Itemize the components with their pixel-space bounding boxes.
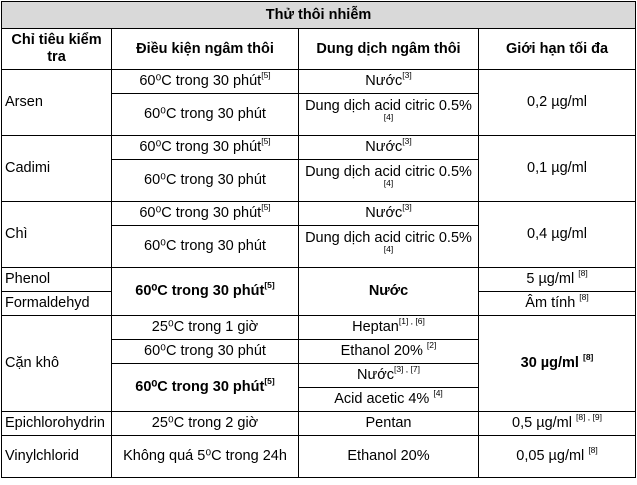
table-title-row	[2, 2, 636, 29]
condition-cell: 60⁰C trong 30 phút	[112, 160, 299, 202]
table-row	[2, 436, 636, 478]
reference: [8]	[579, 292, 589, 303]
limit-text: Âm tính	[525, 295, 576, 311]
reference: [8]	[588, 445, 598, 456]
criteria-cell: Vinylchlorid	[2, 436, 112, 478]
header-row	[2, 29, 636, 70]
solution-cell	[299, 388, 479, 412]
limit-cell	[479, 268, 636, 292]
solution-cell	[299, 340, 479, 364]
condition-cell: 60⁰C trong 30 phút	[112, 340, 299, 364]
solution-text: Dung dịch acid citric 0.5%	[305, 163, 472, 180]
reference: [5]	[261, 70, 271, 81]
solution-cell	[299, 160, 479, 202]
limit-text: 0,05 µg/ml	[516, 448, 585, 464]
header-limit: Giới hạn tối đa	[479, 29, 636, 70]
condition-text: 60⁰C trong 30 phút	[139, 139, 262, 155]
condition-cell	[112, 268, 299, 316]
reference: [8] , [9]	[576, 412, 602, 423]
limit-cell: 0,4 µg/ml	[479, 202, 636, 268]
condition-cell	[112, 136, 299, 160]
table-row	[2, 412, 636, 436]
limit-cell	[479, 412, 636, 436]
solution-cell	[299, 316, 479, 340]
condition-cell	[112, 70, 299, 94]
limit-cell	[479, 436, 636, 478]
solution-cell	[299, 136, 479, 160]
limit-cell	[479, 292, 636, 316]
solution-text: Nước	[365, 205, 403, 221]
condition-cell	[112, 202, 299, 226]
limit-text: 5 µg/ml	[526, 271, 575, 287]
reference: [5]	[264, 280, 275, 291]
table-row	[2, 136, 636, 160]
condition-cell: 25⁰C trong 2 giờ	[112, 412, 299, 436]
solution-text: Acid acetic 4%	[334, 391, 430, 407]
reference: [4]	[383, 243, 394, 254]
solution-text: Nước	[357, 367, 394, 383]
solution-cell	[299, 202, 479, 226]
solution-text: Heptan	[352, 319, 399, 335]
solution-text: Nước	[365, 73, 403, 89]
table-row	[2, 202, 636, 226]
solution-cell	[299, 226, 479, 268]
limit-cell: 0,2 µg/ml	[479, 70, 636, 136]
criteria-cell: Formaldehyd	[2, 292, 112, 316]
reference: [8]	[583, 352, 594, 363]
solution-text: Ethanol 20%	[340, 343, 423, 359]
reference: [3]	[402, 70, 412, 81]
reference: [3]	[402, 202, 412, 213]
reference: [3] , [7]	[393, 364, 420, 375]
solution-text: Dung dịch acid citric 0.5%	[305, 229, 472, 246]
criteria-cell: Cặn khô	[2, 316, 112, 412]
reference: [5]	[261, 136, 271, 147]
table-title: Thử thôi nhiễm	[2, 2, 636, 29]
solution-cell: Ethanol 20%	[299, 436, 479, 478]
solution-cell: Nước	[299, 268, 479, 316]
table-row	[2, 268, 636, 292]
reference: [1] , [6]	[398, 316, 425, 327]
condition-text: 60⁰C trong 30 phút	[139, 73, 262, 89]
condition-cell: 25⁰C trong 1 giờ	[112, 316, 299, 340]
criteria-cell: Arsen	[2, 70, 112, 136]
limit-cell: 0,1 µg/ml	[479, 136, 636, 202]
table-row	[2, 316, 636, 340]
limit-cell	[479, 316, 636, 412]
reference: [4]	[383, 177, 394, 188]
solution-cell	[299, 94, 479, 136]
criteria-cell: Epichlorohydrin	[2, 412, 112, 436]
reference: [8]	[578, 268, 588, 279]
condition-cell: Không quá 5⁰C trong 24h	[112, 436, 299, 478]
condition-cell	[112, 364, 299, 412]
reference: [4]	[433, 388, 443, 399]
condition-cell: 60⁰C trong 30 phút	[112, 94, 299, 136]
solution-cell	[299, 70, 479, 94]
criteria-cell: Chì	[2, 202, 112, 268]
table-row	[2, 70, 636, 94]
reference: [5]	[264, 376, 275, 387]
solution-cell: Pentan	[299, 412, 479, 436]
condition-text: 60⁰C trong 30 phút	[135, 379, 265, 395]
header-solution: Dung dịch ngâm thôi	[299, 29, 479, 70]
reference: [4]	[383, 111, 394, 122]
reference: [2]	[426, 340, 437, 351]
limit-text: 0,5 µg/ml	[512, 415, 572, 431]
reference: [5]	[261, 202, 271, 213]
header-condition: Điều kiện ngâm thôi	[112, 29, 299, 70]
header-criteria: Chỉ tiêu kiểm tra	[2, 29, 112, 70]
criteria-cell: Cadimi	[2, 136, 112, 202]
criteria-cell: Phenol	[2, 268, 112, 292]
migration-test-table	[1, 1, 636, 478]
condition-text: 60⁰C trong 30 phút	[139, 205, 262, 221]
reference: [3]	[402, 136, 412, 147]
solution-text: Nước	[365, 139, 403, 155]
condition-text: 60⁰C trong 30 phút	[135, 283, 265, 299]
condition-cell: 60⁰C trong 30 phút	[112, 226, 299, 268]
solution-cell	[299, 364, 479, 388]
solution-text: Dung dịch acid citric 0.5%	[305, 97, 472, 114]
limit-text: 30 µg/ml	[520, 355, 579, 371]
